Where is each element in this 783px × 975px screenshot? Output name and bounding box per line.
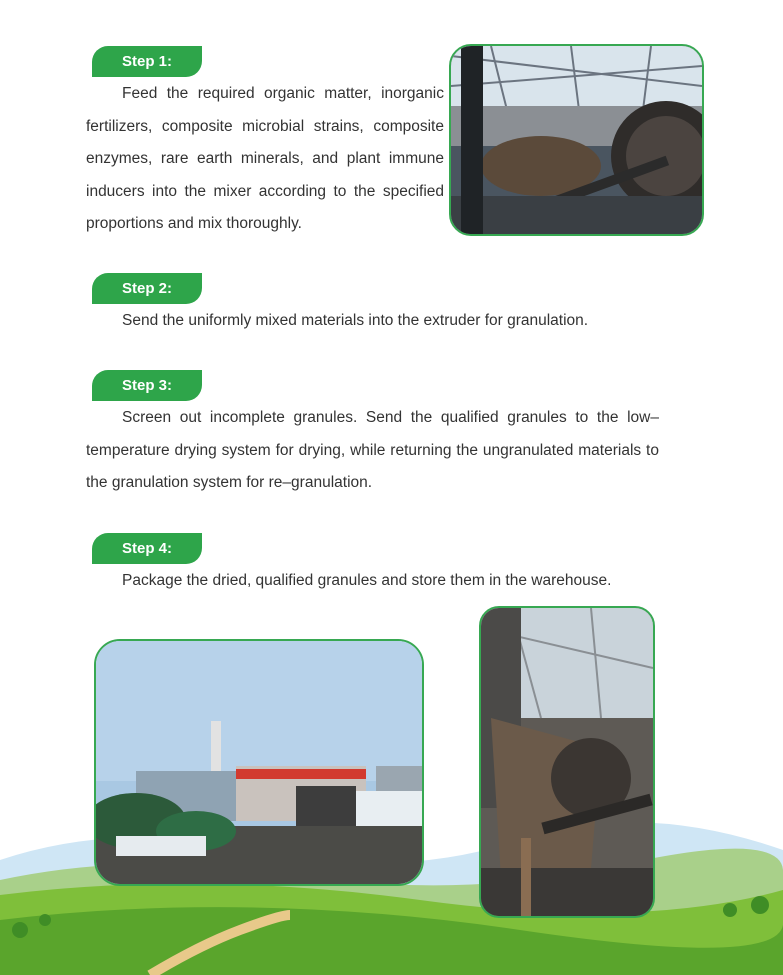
step-2-tag: Step 2: — [92, 273, 202, 304]
step-4-tag: Step 4: — [92, 533, 202, 564]
factory-exterior-yard-photo — [94, 639, 424, 886]
step-2-text: Send the uniformly mixed materials into the extruder for granulation. — [122, 312, 589, 329]
factory-interior-rotary-drum-photo — [449, 44, 704, 236]
step-4-text: Package the dried, qualified granules and store them in the warehouse. — [122, 572, 612, 589]
step-3-tag: Step 3: — [92, 370, 202, 401]
step-3-text: Screen out incomplete granules. Send the qualified granules to the low–temperature drying system for drying, while returning the ungranulated materials to the granulation system for re–granulation. — [86, 409, 659, 491]
factory-interior-machinery-photo — [479, 606, 655, 918]
step-1-text: Feed the required organic matter, inorganic fertilizers, composite microbial strains, composite enzymes, rare earth minerals, and plant immune inducers into the mixer according to the specified proportions and mix thoroughly. — [86, 85, 444, 232]
step-1-tag: Step 1: — [92, 46, 202, 77]
